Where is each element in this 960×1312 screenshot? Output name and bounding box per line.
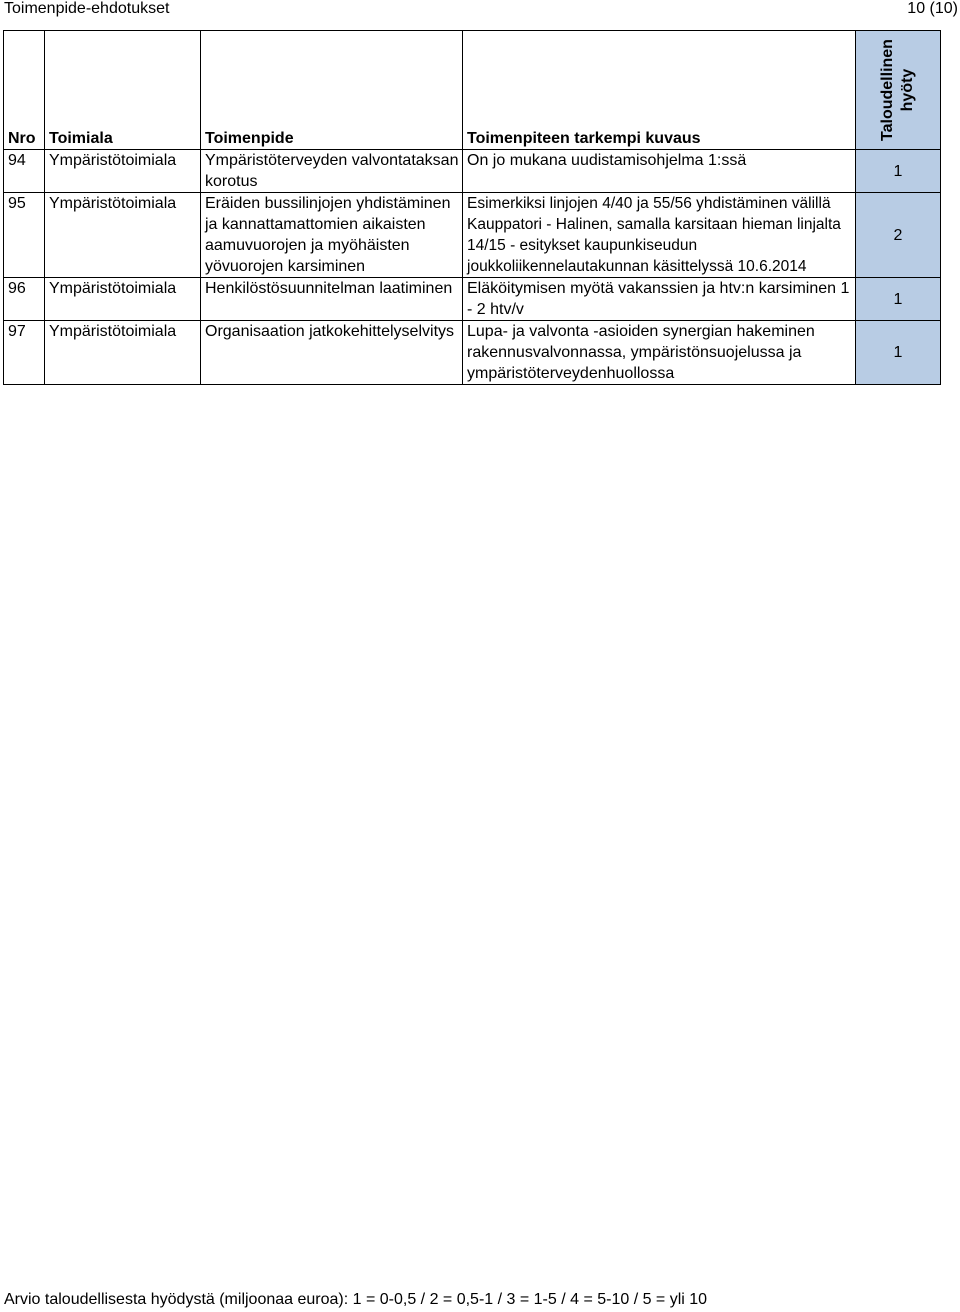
cell-kuvaus: Lupa- ja valvonta -asioiden synergian hakeminen rakennusvalvonnassa, ympäristönsuojelussa ja ympäristöterveydenhuollossa: [463, 321, 856, 385]
cell-nro: 97: [4, 321, 45, 385]
table-row: [4, 193, 941, 278]
cell-nro: 94: [4, 150, 45, 193]
col-header-hyoty-line2: hyöty: [899, 68, 916, 112]
cell-kuvaus: Eläköitymisen myötä vakanssien ja htv:n karsiminen 1 - 2 htv/v: [463, 278, 856, 321]
cell-toimenpide: Organisaation jatkokehittelyselvitys: [201, 321, 463, 385]
cell-toimenpide: Ympäristöterveyden valvontataksan korotus: [201, 150, 463, 193]
col-header-kuvaus: Toimenpiteen tarkempi kuvaus: [463, 31, 856, 150]
cell-hyoty: 1: [856, 150, 941, 193]
cell-hyoty: 1: [856, 321, 941, 385]
footer-legend: Arvio taloudellisesta hyödystä (miljoonaa euroa): 1 = 0-0,5 / 2 = 0,5-1 / 3 = 1-5 / 4 = 5-10 / 5 = yli 10: [4, 1291, 708, 1308]
table-row: [4, 321, 941, 385]
cell-toimenpide: Eräiden bussilinjojen yhdistäminen ja kannattamattomien aikaisten aamuvuorojen ja myöhäisten yövuorojen karsiminen: [201, 193, 463, 278]
cell-hyoty: 2: [856, 193, 941, 278]
col-header-hyoty: [856, 31, 941, 150]
col-header-toimenpide: Toimenpide: [201, 31, 463, 150]
page-header: [4, 0, 958, 20]
cell-toimiala: Ympäristötoimiala: [45, 321, 201, 385]
cell-kuvaus: Esimerkiksi linjojen 4/40 ja 55/56 yhdistäminen välillä Kauppatori - Halinen, samalla karsitaan hieman linjalta 14/15 - esitykset kaupunkiseudun joukkoliikennelautakunnan käsittelyssä 10.6.2014: [463, 193, 856, 278]
table-row: [4, 278, 941, 321]
table-row: [4, 150, 941, 193]
col-header-hyoty-line1: Taloudellinen: [879, 39, 896, 141]
measures-table: [3, 30, 941, 385]
page-number: 10 (10): [907, 0, 958, 17]
cell-toimiala: Ympäristötoimiala: [45, 150, 201, 193]
table-header-row: [4, 31, 941, 150]
cell-nro: 95: [4, 193, 45, 278]
cell-toimenpide: Henkilöstösuunnitelman laatiminen: [201, 278, 463, 321]
col-header-nro: Nro: [4, 31, 45, 150]
cell-nro: 96: [4, 278, 45, 321]
document-title: Toimenpide-ehdotukset: [4, 0, 170, 17]
cell-kuvaus: On jo mukana uudistamisohjelma 1:ssä: [463, 150, 856, 193]
cell-toimiala: Ympäristötoimiala: [45, 278, 201, 321]
cell-hyoty: 1: [856, 278, 941, 321]
col-header-toimiala: Toimiala: [45, 31, 201, 150]
cell-toimiala: Ympäristötoimiala: [45, 193, 201, 278]
